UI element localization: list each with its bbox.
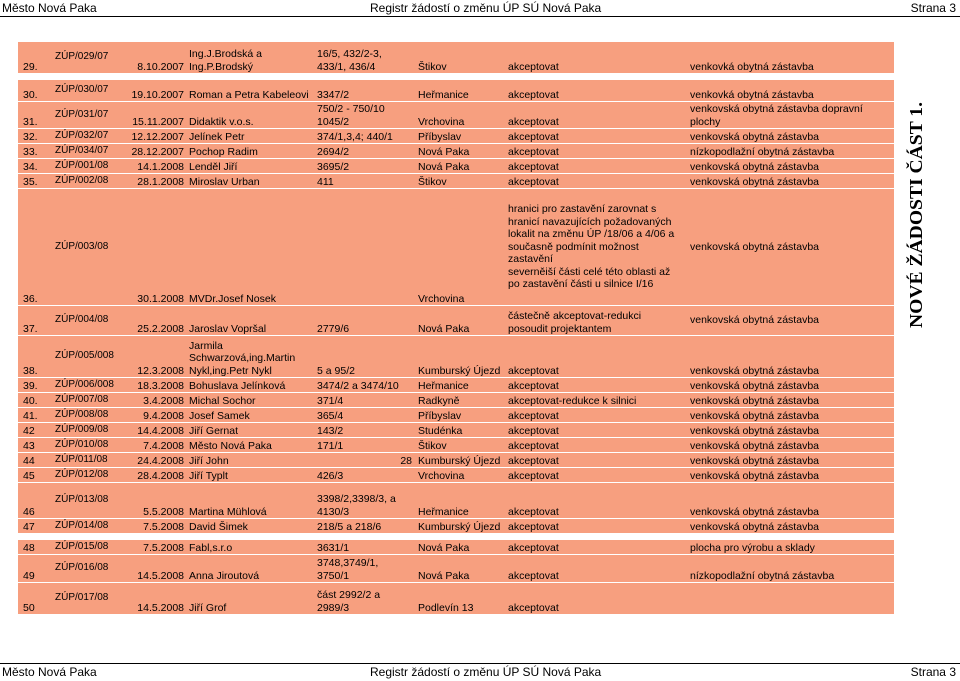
cell-use: venkovská obytná zástavba <box>687 453 894 468</box>
cell-name: Jiří John <box>186 453 314 468</box>
cell-name: Město Nová Paka <box>186 438 314 453</box>
cell-status: akceptovat <box>505 519 687 534</box>
cell-status: akceptovat <box>505 555 687 583</box>
cell-id: ZÚP/006/008 <box>52 378 122 393</box>
cell-status: akceptovat <box>505 438 687 453</box>
cell-date: 15.11.2007 <box>122 102 186 129</box>
cell-id: ZÚP/011/08 <box>52 453 122 468</box>
cell-parcel: 3474/2 a 3474/10 <box>314 378 415 393</box>
cell-name: Anna Jiroutová <box>186 555 314 583</box>
cell-no: 50 <box>18 583 52 615</box>
cell-no: 39. <box>18 378 52 393</box>
cell-date: 24.4.2008 <box>122 453 186 468</box>
cell-id: ZÚP/015/08 <box>52 540 122 555</box>
cell-date: 14.5.2008 <box>122 555 186 583</box>
cell-use: plocha pro výrobu a sklady <box>687 540 894 555</box>
cell-place: Nová Paka <box>415 159 505 174</box>
cell-status: akceptovat <box>505 378 687 393</box>
cell-status: akceptovat <box>505 174 687 189</box>
cell-id: ZÚP/008/08 <box>52 408 122 423</box>
table-row <box>18 438 894 453</box>
cell-no: 31. <box>18 102 52 129</box>
table-row <box>18 555 894 583</box>
cell-use: venkovská obytná zástavba <box>687 519 894 534</box>
cell-status: akceptovat <box>505 583 687 615</box>
cell-no: 47 <box>18 519 52 534</box>
cell-id: ZÚP/034/07 <box>52 144 122 159</box>
cell-status: akceptovat <box>505 129 687 144</box>
cell-name: Lenděl Jiří <box>186 159 314 174</box>
cell-name: David Šimek <box>186 519 314 534</box>
cell-place: Heřmanice <box>415 483 505 519</box>
cell-use: venkovská obytná zástavba <box>687 336 894 378</box>
cell-parcel <box>314 189 415 306</box>
cell-place: Vrchovina <box>415 468 505 483</box>
cell-date: 28.12.2007 <box>122 144 186 159</box>
cell-parcel: 374/1,3,4; 440/1 <box>314 129 415 144</box>
cell-status: akceptovat <box>505 540 687 555</box>
table-row <box>18 583 894 615</box>
cell-date: 25.2.2008 <box>122 306 186 336</box>
cell-status: akceptovat <box>505 144 687 159</box>
cell-status: akceptovat <box>505 453 687 468</box>
cell-status: hranici pro zastavění zarovnat s hranicí navazujících požadovaných lokalit na změnu ÚP /18/06 a 4/06 a současně podmínit možnost zastavění severněiší části celé této oblasti až po zastavění části u silnice I/16 <box>505 189 687 306</box>
cell-no: 35. <box>18 174 52 189</box>
cell-date: 7.4.2008 <box>122 438 186 453</box>
cell-id: ZÚP/013/08 <box>52 483 122 519</box>
cell-id: ZÚP/012/08 <box>52 468 122 483</box>
cell-no: 42 <box>18 423 52 438</box>
cell-date: 12.12.2007 <box>122 129 186 144</box>
cell-no: 49 <box>18 555 52 583</box>
cell-use: venkovská obytná zástavba <box>687 438 894 453</box>
cell-use: venkovská obytná zástavba <box>687 408 894 423</box>
cell-name: Michal Sochor <box>186 393 314 408</box>
cell-name: Jiří Grof <box>186 583 314 615</box>
table-row <box>18 519 894 534</box>
cell-parcel: 371/4 <box>314 393 415 408</box>
table-row <box>18 336 894 378</box>
cell-use <box>687 583 894 615</box>
cell-use: venkovská obytná zástavba <box>687 378 894 393</box>
table-row <box>18 423 894 438</box>
cell-id: ZÚP/032/07 <box>52 129 122 144</box>
cell-status: akceptovat <box>505 102 687 129</box>
cell-name: Fabl,s.r.o <box>186 540 314 555</box>
cell-place: Nová Paka <box>415 306 505 336</box>
cell-place: Příbyslav <box>415 408 505 423</box>
cell-status: akceptovat <box>505 483 687 519</box>
table-row <box>18 189 894 306</box>
cell-id: ZÚP/007/08 <box>52 393 122 408</box>
cell-status: akceptovat-redukce k silnici <box>505 393 687 408</box>
cell-date: 14.4.2008 <box>122 423 186 438</box>
cell-place: Příbyslav <box>415 129 505 144</box>
header-center: Registr žádostí o změnu ÚP SÚ Nová Paka <box>370 1 602 15</box>
cell-place: Vrchovina <box>415 102 505 129</box>
cell-parcel: 750/2 - 750/10 1045/2 <box>314 102 415 129</box>
cell-parcel: 365/4 <box>314 408 415 423</box>
cell-id: ZÚP/030/07 <box>52 80 122 102</box>
cell-status: akceptovat <box>505 80 687 102</box>
cell-use: venkovká obytná zástavba <box>687 42 894 74</box>
cell-name: Miroslav Urban <box>186 174 314 189</box>
cell-name: Jiří Typlt <box>186 468 314 483</box>
cell-no: 34. <box>18 159 52 174</box>
cell-name: Jaroslav Vopršal <box>186 306 314 336</box>
cell-use: venkovská obytná zástavba dopravní plochy <box>687 102 894 129</box>
cell-place: Štikov <box>415 438 505 453</box>
footer-right: Strana 3 <box>910 665 956 679</box>
cell-place: Kumburský Újezd <box>415 336 505 378</box>
cell-place: Vrchovina <box>415 189 505 306</box>
cell-no: 36. <box>18 189 52 306</box>
cell-name: Bohuslava Jelínková <box>186 378 314 393</box>
cell-date: 19.10.2007 <box>122 80 186 102</box>
cell-date: 30.1.2008 <box>122 189 186 306</box>
cell-parcel: 5 a 95/2 <box>314 336 415 378</box>
cell-date: 14.1.2008 <box>122 159 186 174</box>
page-header <box>0 0 960 16</box>
cell-date: 28.4.2008 <box>122 468 186 483</box>
cell-place: Kumburský Újezd <box>415 453 505 468</box>
cell-place: Studénka <box>415 423 505 438</box>
cell-place: Nová Paka <box>415 144 505 159</box>
cell-use: venkovká obytná zástavba <box>687 80 894 102</box>
table-row <box>18 159 894 174</box>
cell-no: 41. <box>18 408 52 423</box>
cell-id: ZÚP/031/07 <box>52 102 122 129</box>
cell-name: Josef Samek <box>186 408 314 423</box>
cell-parcel: 2694/2 <box>314 144 415 159</box>
cell-parcel: 3695/2 <box>314 159 415 174</box>
cell-no: 37. <box>18 306 52 336</box>
cell-no: 29. <box>18 42 52 74</box>
cell-name: Ing.J.Brodská a Ing.P.Brodský <box>186 42 314 74</box>
cell-name: Jiří Gernat <box>186 423 314 438</box>
table-row <box>18 129 894 144</box>
cell-no: 30. <box>18 80 52 102</box>
table-row <box>18 378 894 393</box>
cell-date: 18.3.2008 <box>122 378 186 393</box>
cell-no: 48 <box>18 540 52 555</box>
cell-id: ZÚP/029/07 <box>52 42 122 74</box>
cell-use: nízkopodlažní obytná zástavba <box>687 555 894 583</box>
cell-parcel: 3398/2,3398/3, a 4130/3 <box>314 483 415 519</box>
cell-date: 9.4.2008 <box>122 408 186 423</box>
cell-place: Kumburský Újezd <box>415 519 505 534</box>
cell-name: Jelínek Petr <box>186 129 314 144</box>
cell-name: Pochop Radim <box>186 144 314 159</box>
cell-date: 12.3.2008 <box>122 336 186 378</box>
cell-place: Štikov <box>415 174 505 189</box>
table-row <box>18 453 894 468</box>
cell-use: venkovská obytná zástavba <box>687 174 894 189</box>
table-row <box>18 408 894 423</box>
cell-place: Podlevín 13 <box>415 583 505 615</box>
cell-parcel: 2779/6 <box>314 306 415 336</box>
table-row <box>18 144 894 159</box>
cell-no: 33. <box>18 144 52 159</box>
cell-status: akceptovat <box>505 42 687 74</box>
footer-center: Registr žádostí o změnu ÚP SÚ Nová Paka <box>370 665 602 679</box>
cell-date: 14.5.2008 <box>122 583 186 615</box>
cell-parcel: 3748,3749/1, 3750/1 <box>314 555 415 583</box>
cell-place: Nová Paka <box>415 555 505 583</box>
cell-date: 3.4.2008 <box>122 393 186 408</box>
side-title <box>900 100 930 330</box>
cell-use: venkovská obytná zástavba <box>687 129 894 144</box>
table-row <box>18 42 894 74</box>
cell-use: venkovská obytná zástavba <box>687 306 894 336</box>
cell-date: 28.1.2008 <box>122 174 186 189</box>
cell-parcel: 3631/1 <box>314 540 415 555</box>
cell-status: akceptovat <box>505 408 687 423</box>
cell-status: částečně akceptovat-redukci posoudit projektantem <box>505 306 687 336</box>
cell-no: 32. <box>18 129 52 144</box>
cell-place: Nová Paka <box>415 540 505 555</box>
cell-use: nízkopodlažní obytná zástavba <box>687 144 894 159</box>
cell-name: Roman a Petra Kabeleovi <box>186 80 314 102</box>
header-left: Město Nová Paka <box>2 1 97 15</box>
cell-parcel: 3347/2 <box>314 80 415 102</box>
table-row <box>18 102 894 129</box>
cell-date: 7.5.2008 <box>122 519 186 534</box>
cell-date: 5.5.2008 <box>122 483 186 519</box>
cell-id: ZÚP/016/08 <box>52 555 122 583</box>
cell-name: Martina Mühlová <box>186 483 314 519</box>
cell-use: venkovská obytná zástavba <box>687 483 894 519</box>
cell-name: Didaktik v.o.s. <box>186 102 314 129</box>
cell-status: akceptovat <box>505 336 687 378</box>
requests-table <box>18 42 894 615</box>
cell-name: MVDr.Josef Nosek <box>186 189 314 306</box>
side-title-text: NOVÉ ŽÁDOSTI ČÁST 1. <box>906 120 926 328</box>
cell-date: 7.5.2008 <box>122 540 186 555</box>
cell-parcel: 16/5, 432/2-3, 433/1, 436/4 <box>314 42 415 74</box>
cell-status: akceptovat <box>505 423 687 438</box>
footer-left: Město Nová Paka <box>2 665 97 679</box>
cell-parcel: 28 <box>314 453 415 468</box>
cell-place: Štikov <box>415 42 505 74</box>
cell-parcel: 143/2 <box>314 423 415 438</box>
cell-parcel: část 2992/2 a 2989/3 <box>314 583 415 615</box>
side-title-svg <box>900 100 930 330</box>
header-right: Strana 3 <box>910 1 956 15</box>
table-row <box>18 483 894 519</box>
cell-parcel: 171/1 <box>314 438 415 453</box>
cell-use: venkovská obytná zástavba <box>687 189 894 306</box>
cell-use: venkovská obytná zástavba <box>687 159 894 174</box>
table-row <box>18 393 894 408</box>
cell-parcel: 218/5 a 218/6 <box>314 519 415 534</box>
cell-date: 8.10.2007 <box>122 42 186 74</box>
cell-use: venkovská obytná zástavba <box>687 468 894 483</box>
table-row <box>18 540 894 555</box>
cell-id: ZÚP/017/08 <box>52 583 122 615</box>
cell-no: 46 <box>18 483 52 519</box>
cell-id: ZÚP/002/08 <box>52 174 122 189</box>
table-row <box>18 80 894 102</box>
page-footer <box>0 664 960 680</box>
cell-name: Jarmila Schwarzová,ing.Martin Nykl,ing.Petr Nykl <box>186 336 314 378</box>
table-row <box>18 468 894 483</box>
cell-no: 45 <box>18 468 52 483</box>
header-rule <box>0 16 960 17</box>
cell-status: akceptovat <box>505 468 687 483</box>
cell-use: venkovská obytná zástavba <box>687 393 894 408</box>
cell-id: ZÚP/001/08 <box>52 159 122 174</box>
cell-no: 44 <box>18 453 52 468</box>
cell-place: Radkyně <box>415 393 505 408</box>
cell-place: Heřmanice <box>415 80 505 102</box>
table-row <box>18 174 894 189</box>
cell-id: ZÚP/004/08 <box>52 306 122 336</box>
cell-no: 43 <box>18 438 52 453</box>
cell-id: ZÚP/010/08 <box>52 438 122 453</box>
cell-id: ZÚP/005/008 <box>52 336 122 378</box>
cell-parcel: 411 <box>314 174 415 189</box>
cell-use: venkovská obytná zástavba <box>687 423 894 438</box>
cell-no: 40. <box>18 393 52 408</box>
cell-id: ZÚP/003/08 <box>52 189 122 306</box>
cell-id: ZÚP/014/08 <box>52 519 122 534</box>
table-row <box>18 306 894 336</box>
cell-no: 38. <box>18 336 52 378</box>
cell-id: ZÚP/009/08 <box>52 423 122 438</box>
cell-place: Heřmanice <box>415 378 505 393</box>
cell-status: akceptovat <box>505 159 687 174</box>
cell-parcel: 426/3 <box>314 468 415 483</box>
